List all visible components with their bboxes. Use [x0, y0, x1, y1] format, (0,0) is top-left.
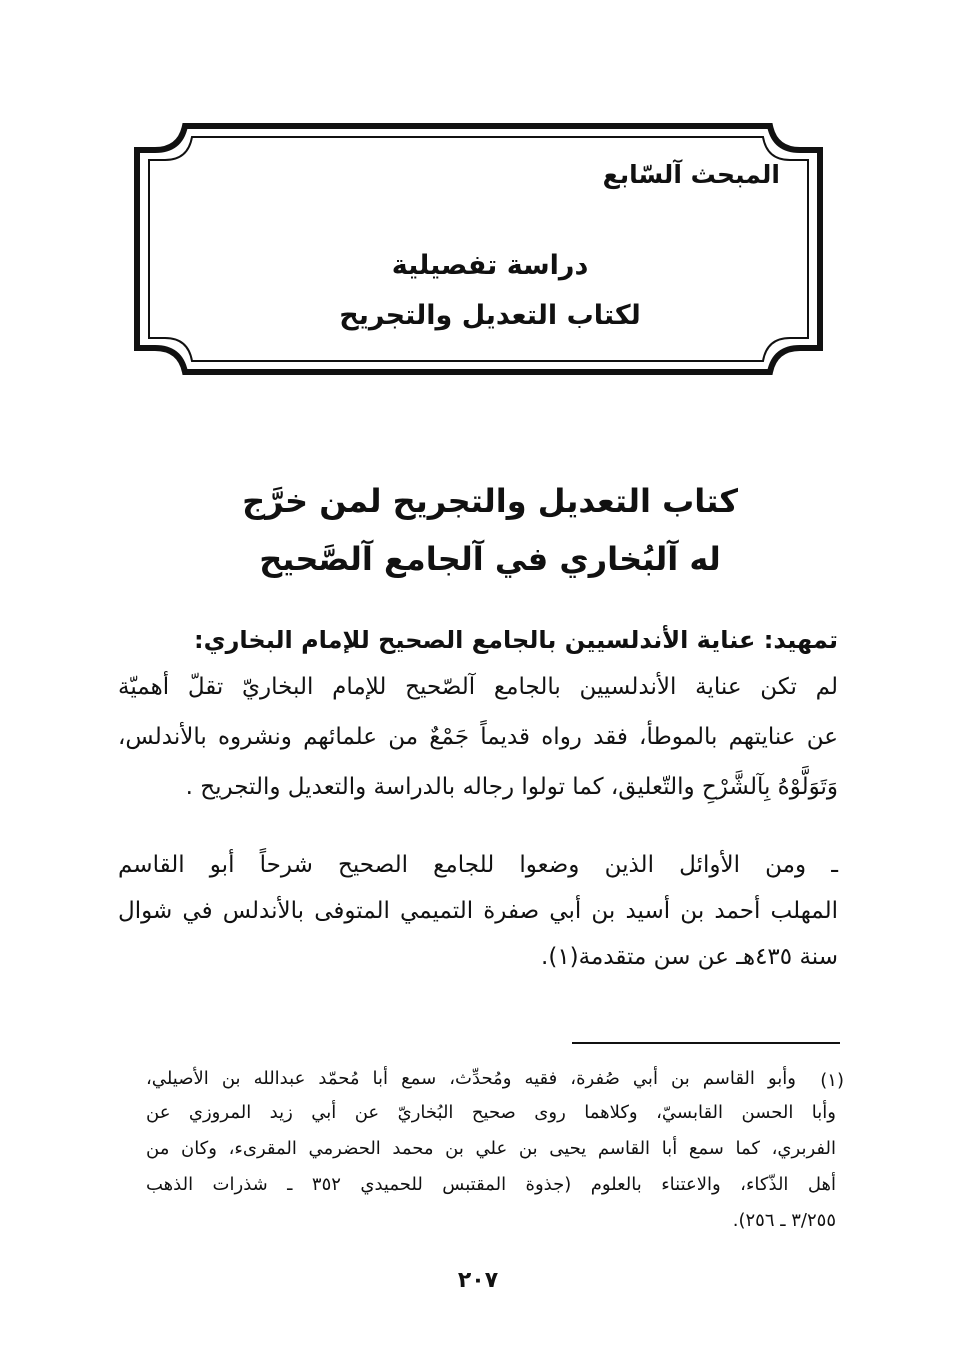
footnote-line-1: وأبو القاسم بن أبي صُفرة، فقيه ومُحدِّث، سمع أبا مُحمّد عبدالله بن الأصيلي، [146, 1068, 796, 1089]
footnote-marker: (١) [820, 1070, 844, 1091]
frame-title-line-2: لكتاب التعديل والتجريح [339, 300, 641, 331]
book-title-line-2: له آلبُخاري في آلجامع آلصَّحيح [259, 540, 721, 578]
paragraph-2-line-1: ـ ومن الأوائل الذين وضعوا للجامع الصحيح شرحاً أبو القاسم [118, 852, 838, 878]
page-number: ٢٠٧ [457, 1268, 499, 1293]
footnote-line-4: أهل الذّكاء، والاعتناء بالعلوم (جذوة المقتبس للحميدي ٣٥٢ ـ شذرات الذهب [146, 1174, 836, 1195]
paragraph-1-line-3: وَتَوَلَّوْهُ بِآلشَّرْحِ والتّعليق، كما تولوا رجاله بالدراسة والتعديل والتجريح . [185, 774, 838, 800]
footnote-line-3: الفربري، كما سمع أبا القاسم يحيى بن علي بن محمد الحضرمي المقرىء، وكان من [146, 1138, 836, 1159]
section-label: المبحث آلسّابع [602, 160, 780, 189]
section-heading: تمهيد: عناية الأندلسيين بالجامع الصحيح للإمام البخاري: [193, 626, 838, 654]
paragraph-2-line-3: سنة ٤٣٥هـ عن سن متقدمة(١). [541, 944, 838, 970]
footnote-line-2: وأبا الحسن القابسيّ، وكلاهما روى صحيح البُخاريّ عن أبي زيد المروزي عن [146, 1102, 836, 1123]
paragraph-2-line-2: المهلب أحمد بن أسيد بن أبي صفرة التميمي المتوفى بالأندلس في شوال [118, 898, 838, 924]
paragraph-1-line-1: لم تكن عناية الأندلسيين بالجامع آلصّحيح للإمام البخاريّ تقلّ أهميّة [118, 674, 838, 700]
paragraph-1-line-2: عن عنايتهم بالموطأ، فقد رواه قديماً جَمْعٌ من علمائهم ونشروه بالأندلس، [118, 724, 838, 750]
book-title-line-1: كتاب التعديل والتجريح لمن خرَّج [242, 482, 738, 520]
frame-title-line-1: دراسة تفصيلية [391, 250, 589, 281]
footnote-separator [572, 1042, 840, 1044]
footnote-line-5: ٣/٢٥٥ ـ ٢٥٦). [732, 1210, 836, 1231]
